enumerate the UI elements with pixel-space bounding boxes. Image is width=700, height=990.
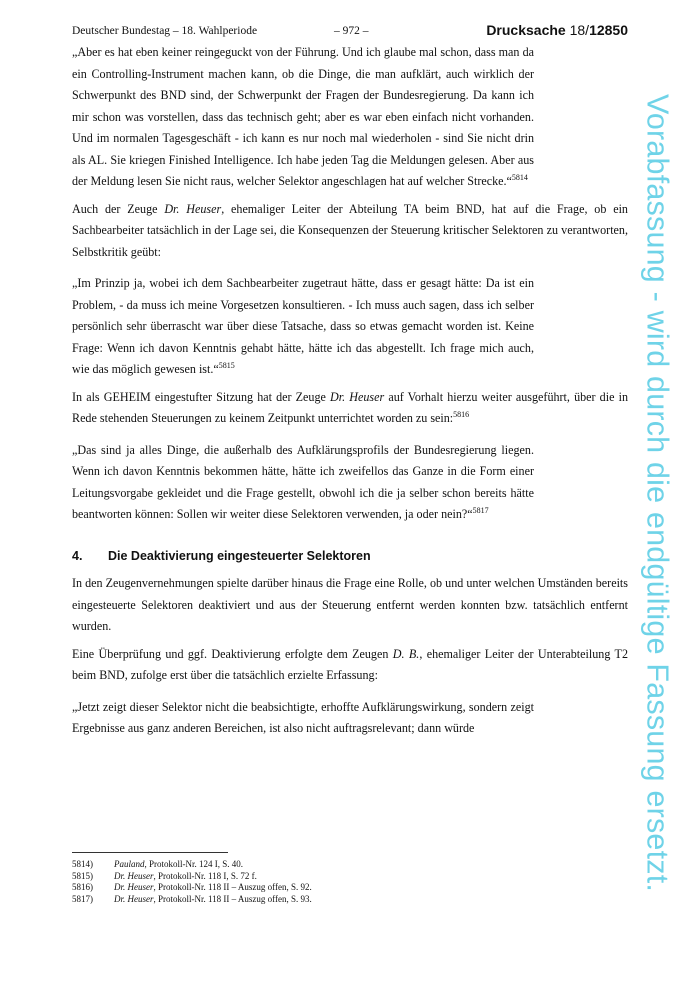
- page-header: [72, 22, 628, 42]
- footnote: 5814) Pauland, Protokoll-Nr. 124 I, S. 40.: [72, 859, 244, 869]
- section-heading: 4. Die Deaktivierung eingesteuerter Selektoren: [72, 548, 371, 563]
- footnote-ref: 5815: [218, 360, 235, 370]
- witness-name: Dr. Heuser: [330, 389, 385, 404]
- quote-block: „Das sind ja alles Dinge, die außerhalb des Aufklärungsprofils der Bundesregierung liegen. Wenn ich davon Kenntnis bekommen hätte, hätte ich zweifellos das Ganze in die Form einer Leitungsvorgabe gekleidet und die Frage gestellt, obwohl ich die ja selber schon bereits hätte beantworten können: Sollen wir weiter diese Selektoren verwenden, ja oder nein?“$^{5817}$: [72, 442, 534, 521]
- quote-block: „Im Prinzip ja, wobei ich dem Sachbearbeiter zugetraut hätte, dass er gesagt hätte: Da ist ein Problem, - da muss ich meine Vorgesetzen konsultieren. - Ich muss auch sagen, dass ich selber persönlich sehr überrascht war über diese Tatsache, dass so etwas gemacht worden ist. Keine Frage: Wenn ich davon Kenntnis gehabt hätte, hätte ich das abgestellt. Ich frage mich auch, wie das möglich gewesen ist.“$^{5815}$: [72, 276, 534, 376]
- footnotes: [72, 859, 312, 905]
- witness-name: Dr. Heuser: [164, 201, 222, 216]
- quote-block: „Jetzt zeigt dieser Selektor nicht die beabsichtigte, erhoffte Aufklärungswirkung, sondern zeigt Ergebnisse aus ganz anderen Bereichen, ist also nicht auftragsrelevant; dann würde: [72, 699, 534, 735]
- document-number: Drucksache 18/12850: [486, 22, 628, 38]
- draft-watermark: Vorabfassung - wird durch die endgültige Fassung ersetzt.: [640, 93, 675, 893]
- paragraph: In als GEHEIM eingestufter Sitzung hat der Zeuge Dr. Heuser auf Vorhalt hierzu weiter ausgeführt, über die in Rede stehenden Steuerungen zu keinem Zeitpunkt unterrichtet worden zu sein:$^{5816}$: [72, 389, 628, 425]
- page-number: – 972 –: [334, 25, 369, 37]
- page-body: [72, 42, 628, 740]
- paragraph: Eine Überprüfung und ggf. Deaktivierung erfolgte dem Zeugen D. B., ehemaliger Leiter der Unterabteilung T2 beim BND, zufolge erst über die tatsächlich erzielte Erfassung:: [72, 646, 628, 682]
- paragraph: In den Zeugenvernehmungen spielte darüber hinaus die Frage eine Rolle, ob und unter welchen Umständen bereits eingesteuerte Selektoren deaktiviert und aus der Steuerung entfernt werden konnten bzw. tatsächlich entfernt wurden.: [72, 576, 628, 633]
- footnote-ref: 5817: [472, 505, 489, 515]
- footnote-separator: [72, 852, 228, 853]
- footnote: 5815) Dr. Heuser, Protokoll-Nr. 118 I, S. 72 f.: [72, 870, 257, 881]
- paragraph: Auch der Zeuge Dr. Heuser, ehemaliger Leiter der Abteilung TA beim BND, hat auf die Frage, ob ein Sachbearbeiter tatsächlich in der Lage sei, die Konsequenzen der Steuerung kritischer Selektoren zu verantworten, Selbstkritik geübt:: [72, 201, 628, 259]
- footnote: 5816) Dr. Heuser, Protokoll-Nr. 118 II – Auszug offen, S. 92.: [72, 882, 312, 892]
- header-publication: Deutscher Bundestag – 18. Wahlperiode: [72, 25, 258, 37]
- quote-block: „Aber es hat eben keiner reingeguckt von der Führung. Und ich glaube mal schon, dass man da ein Controlling-Instrument machen kann, ob die Dinge, die man aufklärt, auch wirklich der Schwerpunkt des BND sind, der Schwerpunkt der Fragen der Bundesregierung. Da kann ich mir schon was vorstellen, dass das technisch geht; aber es war eben einfach nicht vorhanden. Und im normalen Tagesgeschäft - ich kann es nur noch mal wiederholen - sind Sie nicht drin als AL. Sie kriegen Finished Intelligence. Ich habe jeden Tag die Meldungen gelesen. Aber aus der Meldung lesen Sie nicht raus, welcher Selektor angeschlagen hat auf welcher Strecke.“$^{5814}$: [72, 45, 534, 188]
- footnote: 5817) Dr. Heuser, Protokoll-Nr. 118 II – Auszug offen, S. 93.: [72, 893, 312, 904]
- witness-name: D. B.: [392, 646, 420, 661]
- footnote-ref: 5814: [511, 172, 528, 182]
- footnote-ref: 5816: [453, 409, 470, 419]
